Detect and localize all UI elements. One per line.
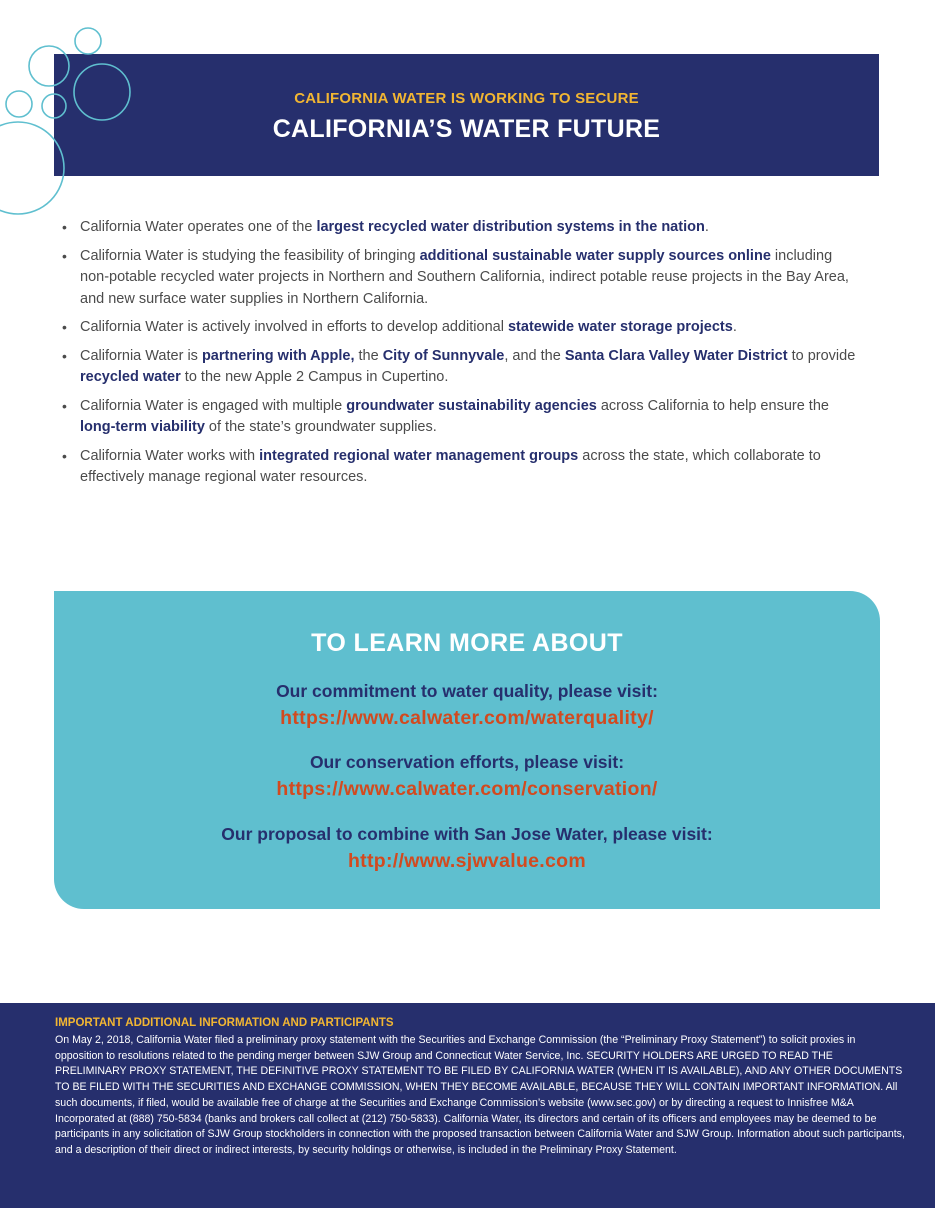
bullet-text: to the new Apple 2 Campus in Cupertino. [180,369,449,385]
bullet-item [62,317,862,339]
bullet-highlight: statewide water storage projects [507,319,733,335]
bullet-text: California Water is [80,347,202,364]
bullet-text: of the state’s groundwater supplies. [204,419,437,435]
bullet-text: across the state, which collaborate to effectively manage regional water resources. [80,447,821,485]
bullet-text: across California to help ensure the [596,397,829,414]
header-banner [54,54,879,176]
bullet-text: , and the [504,347,565,364]
bullet-item [62,246,862,311]
bullet-text: including non-potable recycled water projects in Northern and Southern California, indirect potable reuse projects in the Bay Area, and new surface water supplies in Northern California. [80,247,849,307]
bullet-dot-icon: • [62,319,67,335]
bullet-highlight: Santa Clara Valley Water District [564,347,788,364]
bullet-highlight: additional sustainable water supply sources online [419,247,771,264]
bullet-highlight: integrated regional water management groups [259,447,579,464]
bullet-item [62,217,862,239]
bullet-text: to provide [787,347,856,364]
learn-more-heading: TO LEARN MORE ABOUT [311,629,623,657]
bullet-dot-icon: • [62,447,67,464]
bullet-dot-icon: • [62,347,67,364]
bullet-item [62,446,862,489]
bullet-highlight: largest recycled water distribution systems in the nation [316,219,705,235]
bullet-highlight: long-term viability [80,419,205,435]
quality-text: Our commitment to water quality, please visit: [276,681,658,701]
bullet-text: the [354,347,383,364]
bubbles-decoration [0,0,140,220]
bullet-dot-icon: • [62,219,67,235]
page-title: CALIFORNIA’S WATER FUTURE [272,115,661,143]
footer-body: On May 2, 2018, California Water filed a preliminary proxy statement with the Securities and Exchange Commission (the “Preliminary Proxy Statement”) to solicit proxies in opposition to resolutions related to the pending merger between SJW Group and Connecticut Water Service, Inc. SECURITY HOLDERS ARE URGED TO READ THE PRELIMINARY PROXY STATEMENT, THE DEFINITIVE PROXY STATEMENT TO BE FILED BY CALIFORNIA WATER (WHEN IT IS AVAILABLE), AND ANY OTHER DOCUMENTS TO BE FILED WITH THE SECURITIES AND EXCHANGE COMMISSION, WHEN THEY BECOME AVAILABLE, BECAUSE THEY WILL CONTAIN IMPORTANT INFORMATION. All such documents, if filed, would be available free of charge at the Securities and Exchange Commission’s website (www.sec.gov) or by directing a request to Innisfree M&A Incorporated at (888) 750-5834 (banks and brokers call collect at (212) 750-5833). California Water, its directors and certain of its officers and employees may be deemed to be participants in any solicitation of SJW Group stockholders in connection with the proposed transaction between California Water and SJW Group. Information about such participants, and a description of their direct or indirect interests, by security holdings or otherwise, is included in the Preliminary Proxy Statement. [55,1034,905,1156]
bullet-text: . [704,219,709,235]
quality-link[interactable]: https://www.calwater.com/waterquality/ [280,707,654,729]
bullet-highlight: partnering with Apple, [201,347,355,364]
bullet-text: California Water operates one of the [80,219,317,235]
conservation-text: Our conservation efforts, please visit: [309,752,625,772]
bullet-list [62,217,862,496]
header-kicker: CALIFORNIA WATER IS WORKING TO SECURE [294,90,639,107]
bullet-highlight: recycled water [80,369,181,385]
bullet-text: California Water is actively involved in efforts to develop additional [80,319,508,335]
bullet-text: . [732,319,737,335]
bullet-highlight: City of Sunnyvale [382,347,505,364]
bullet-text: California Water is engaged with multiple [80,397,347,414]
bullet-item [62,396,862,439]
footer-heading: IMPORTANT ADDITIONAL INFORMATION AND PARTICIPANTS [55,1017,394,1029]
proposal-text: Our proposal to combine with San Jose Water, please visit: [221,824,713,844]
proposal-link[interactable]: http://www.sjwvalue.com [347,850,587,872]
bullet-highlight: groundwater sustainability agencies [346,397,597,414]
bullet-item [62,346,862,389]
learn-more-panel [54,591,880,909]
bullet-text: California Water is studying the feasibility of bringing [80,247,420,264]
footer-disclaimer [0,1003,935,1208]
conservation-link[interactable]: https://www.calwater.com/conservation/ [276,778,658,800]
bullet-dot-icon: • [62,247,67,264]
bullet-dot-icon: • [62,397,67,414]
bullet-text: California Water works with [80,447,260,464]
